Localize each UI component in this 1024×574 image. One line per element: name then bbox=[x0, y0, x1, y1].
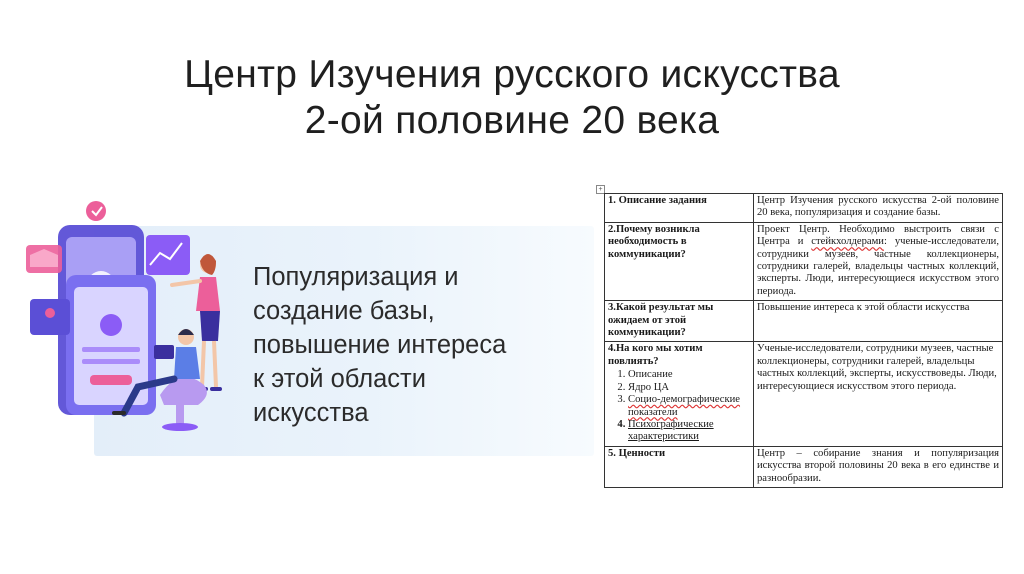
row-answer: Центр – собирание знания и популяризация искусства второй половины 20 века в его единстве и разнообразии. bbox=[754, 446, 1003, 487]
row-question: 4.На кого мы хотим повлиять? bbox=[608, 343, 703, 367]
table-row bbox=[605, 446, 1003, 487]
row-question: 1. Описание задания bbox=[605, 194, 754, 223]
row-question: 2.Почему возникла необходимость в коммуникации? bbox=[605, 222, 754, 300]
subitem-text: Психографические характеристики bbox=[628, 418, 714, 443]
subitem bbox=[628, 394, 750, 419]
slide-title-line1: Центр Изучения русского искусства bbox=[184, 53, 840, 96]
row-answer: Ученые-исследователи, сотрудники музеев, частные коллекционеры, сотрудники галерей, владельцы частных коллекций, эксперты, искусствоведы. Люди, интересующиеся искусством этого периода. bbox=[754, 342, 1003, 446]
table-row bbox=[605, 222, 1003, 300]
row-answer bbox=[754, 222, 1003, 300]
row-question: 5. Ценности bbox=[605, 446, 754, 487]
subitem: 1. Описание bbox=[628, 369, 750, 381]
row-question: 3.Какой результат мы ожидаем от этой коммуникации? bbox=[605, 301, 754, 342]
caption-line: к этой области bbox=[253, 365, 426, 393]
table-row bbox=[605, 342, 1003, 446]
subitem: 2. Ядро ЦА bbox=[628, 382, 750, 394]
slide-title bbox=[0, 52, 1024, 144]
slide-caption bbox=[253, 260, 598, 430]
caption-line: Популяризация и bbox=[253, 263, 459, 291]
subitem bbox=[628, 419, 750, 444]
spellcheck-marked-word: стейкхолдерами bbox=[811, 236, 884, 248]
slide-title-line2: 2-ой половине 20 века bbox=[304, 99, 720, 142]
table-row bbox=[605, 194, 1003, 223]
people-with-devices-illustration bbox=[20, 195, 240, 435]
subitem-text: Социо-демографические показатели bbox=[628, 394, 741, 418]
answer-text: Проект Центр. Необходимо выстроить связи с Центра и bbox=[757, 223, 999, 248]
table-row bbox=[605, 301, 1003, 342]
caption-line: повышение интереса bbox=[253, 331, 507, 359]
row-answer: Центр Изучения русского искусства 2-ой половине 20 века, популяризация и создание базы. bbox=[754, 194, 1003, 223]
brief-table bbox=[604, 193, 1003, 488]
row-question-cell bbox=[605, 342, 754, 446]
answer-text: : ученые-исследователи, сотрудники музеев, частные коллекционеры, сотрудники галерей, владельцы частных коллекций, эксперты. Люди, интересующиеся искусством этого периода. bbox=[757, 236, 999, 297]
table-move-handle-icon[interactable]: + bbox=[596, 185, 605, 194]
caption-line: создание базы, bbox=[253, 297, 435, 325]
caption-line: искусства bbox=[253, 399, 369, 427]
question-subitems bbox=[608, 369, 750, 443]
row-answer: Повышение интереса к этой области искусства bbox=[754, 301, 1003, 342]
